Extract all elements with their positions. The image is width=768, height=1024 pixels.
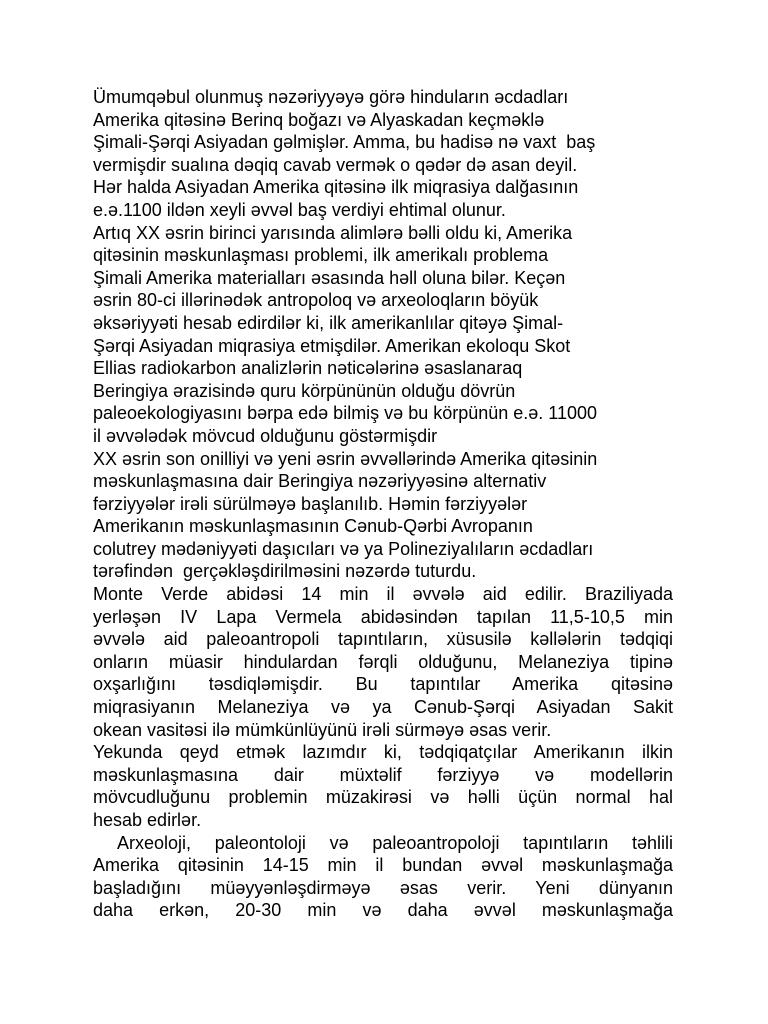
text-line: Hər halda Asiyadan Amerika qitəsinə ilk miqrasiya dalğasının (93, 177, 579, 198)
text-line: e.ə.1100 ildən xeyli əvvəl baş verdiyi ehtimal olunur. (93, 199, 506, 220)
text-line: okean vasitəsi ilə mümkünlüyünü irəli sürməyə əsas verir. (93, 719, 552, 740)
text-line: Yekunda qeyd etmək lazımdır ki, tədqiqatçılar Amerikanın ilkin (93, 742, 673, 763)
text-line: Şərqi Asiyadan miqrasiya etmişdilər. Amerikan ekoloqu Skot (93, 335, 571, 356)
document-page (93, 86, 673, 922)
text-line: XX əsrin son onilliyi və yeni əsrin əvvəllərində Amerika qitəsinin (93, 448, 598, 469)
text-line: daha erkən, 20-30 min və daha əvvəl məskunlaşmağa (93, 900, 673, 921)
text-line: qitəsinin məskunlaşması problemi, ilk amerikalı problema (93, 245, 549, 266)
text-line: məskunlaşmasına dair müxtəlif fərziyyə və modellərin (93, 764, 673, 785)
text-line: Amerika qitəsinin 14-15 min il bundan əvvəl məskunlaşmağa (93, 855, 673, 876)
text-line: onların müasir hindulardan fərqli olduğunu, Melaneziya tipinə (93, 651, 673, 672)
text-line: Amerikanın məskunlaşmasının Cənub-Qərbi Avropanın (93, 516, 533, 537)
text-line: miqrasiyanın Melaneziya və ya Cənub-Şərqi Asiyadan Sakit (93, 697, 673, 718)
text-line: colutrey mədəniyyəti daşıcıları və ya Polineziyalıların əcdadları (93, 538, 594, 559)
text-line: Arxeoloji, paleontoloji və paleoantropoloji tapıntıların təhlili (117, 832, 673, 853)
text-line: əksəriyyəti hesab edirdilər ki, ilk amerikanlılar qitəyə Şimal- (93, 312, 564, 333)
text-line: Şimali-Şərqi Asiyadan gəlmişlər. Amma, bu hadisə nə vaxt baş (93, 132, 596, 153)
text-line: Monte Verde abidəsi 14 min il əvvələ aid edilir. Braziliyada (93, 584, 673, 605)
text-line: tərəfindən gerçəkləşdirilməsini nəzərdə tuturdu. (93, 561, 477, 582)
text-line: məskunlaşmasına dair Beringiya nəzəriyyəsinə alternativ (93, 471, 547, 492)
text-line: başladığını müəyyənləşdirməyə əsas verir. Yeni dünyanın (93, 877, 673, 898)
text-line: yerləşən IV Lapa Vermela abidəsindən tapılan 11,5-10,5 min (93, 606, 673, 627)
text-line: oxşarlığını təsdiqləmişdir. Bu tapıntılar Amerika qitəsinə (93, 674, 673, 695)
text-line: vermişdir sualına dəqiq cavab vermək o qədər də asan deyil. (93, 154, 578, 175)
text-line: Ellias radiokarbon analizlərin nəticələrinə əsaslanaraq (93, 358, 523, 379)
text-line: fərziyyələr irəli sürülməyə başlanılıb. Həmin fərziyyələr (93, 493, 528, 514)
text-line: Beringiya ərazisində quru körpününün olduğu dövrün (93, 380, 516, 401)
text-line: əsrin 80-ci illərinədək antropoloq və arxeoloqların böyük (93, 290, 539, 311)
text-line: paleoekologiyasını bərpa edə bilmiş və bu körpünün e.ə. 11000 (93, 403, 598, 424)
text-line: mövcudluğunu problemin müzakirəsi və həlli üçün normal hal (93, 787, 673, 808)
text-line: il əvvələdək mövcud olduğunu göstərmişdir (93, 425, 438, 446)
text-line: hesab edirlər. (93, 810, 202, 830)
text-line: əvvələ aid paleoantropoli tapıntıların, xüsusilə kəllələrin tədqiqi (93, 629, 673, 650)
text-line: Amerika qitəsinə Berinq boğazı və Alyaskadan keçməklə (93, 109, 545, 130)
text-line: Ümumqəbul olunmuş nəzəriyyəyə görə hinduların əcdadları (93, 87, 569, 107)
text-line: Artıq XX əsrin birinci yarısında alimlərə bəlli oldu ki, Amerika (93, 222, 573, 243)
text-line: Şimali Amerika materialları əsasında həll oluna bilər. Keçən (93, 267, 566, 288)
